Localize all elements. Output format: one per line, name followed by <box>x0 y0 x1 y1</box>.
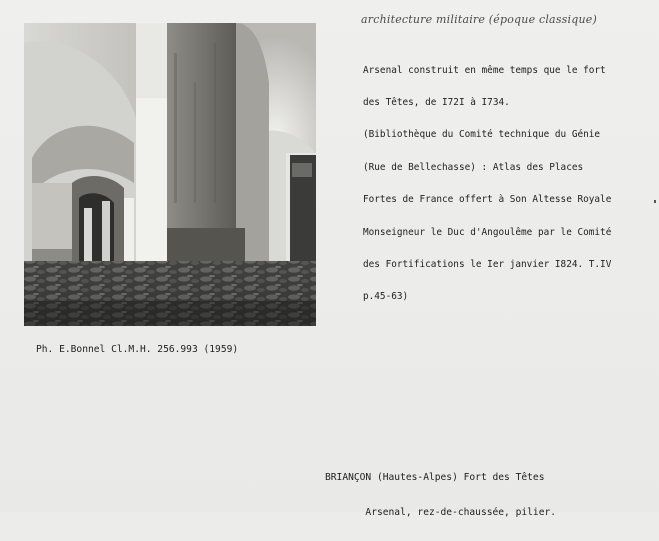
arsenal-photograph <box>24 23 316 326</box>
description-line: des Fortifications le Ier janvier I824. T.IV <box>363 258 612 270</box>
description-line: (Bibliothèque du Comité technique du Génie <box>363 129 601 141</box>
location-caption <box>325 449 556 541</box>
description-line: des Têtes, de I72I à I734. <box>363 96 510 108</box>
description-text <box>363 44 653 325</box>
description-line: (Rue de Bellechasse) : Atlas des Places <box>363 161 584 173</box>
handwritten-annotation: architecture militaire (époque classique) <box>361 13 597 26</box>
description-line: p.45-63) <box>363 291 409 303</box>
description-line: Monseigneur le Duc d'Angoulême par le Comité <box>363 226 612 238</box>
photo-credit: Ph. E.Bonnel Cl.M.H. 256.993 (1959) <box>36 344 239 355</box>
location-line-1: BRIANÇON (Hautes-Alpes) Fort des Têtes <box>325 472 545 483</box>
description-line: Arsenal construit en même temps que le fort <box>363 64 606 76</box>
description-line: Fortes de France offert à Son Altesse Royale <box>363 194 612 206</box>
photograph-image <box>24 23 316 326</box>
location-line-2: Arsenal, rez-de-chaussée, pilier. <box>325 506 557 518</box>
edge-mark <box>654 200 656 203</box>
